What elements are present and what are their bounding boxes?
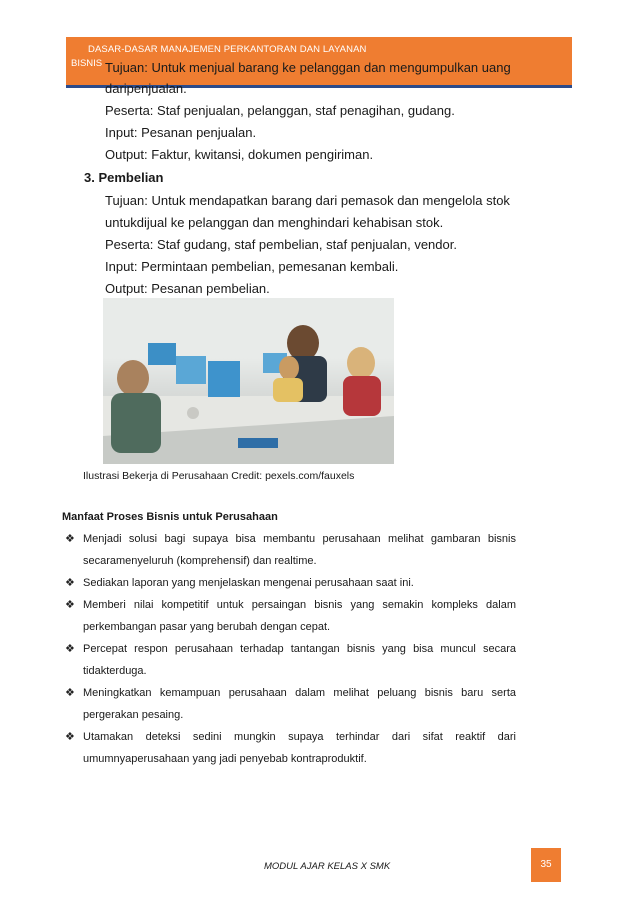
bullet-line: perkembangan pasar yang berubah dengan cepat. — [83, 621, 331, 633]
body-line: Output: Faktur, kwitansi, dokumen pengiriman. — [105, 147, 374, 162]
bullet-line: secaramenyeluruh (komprehensif) dan realtime. — [83, 555, 317, 567]
body-line: Tujuan: Untuk mendapatkan barang dari pemasok dan mengelola stok — [105, 193, 510, 208]
bullet-line: Sediakan laporan yang menjelaskan mengenai perusahaan saat ini. — [83, 577, 414, 589]
body-line: Input: Pesanan penjualan. — [105, 125, 257, 140]
bullet-line: umumnyaperusahaan yang jadi penyebab kontraproduktif. — [83, 753, 367, 765]
photo-caption: Ilustrasi Bekerja di Perusahaan Credit: pexels.com/fauxels — [83, 470, 355, 482]
page-number: 35 — [531, 848, 561, 882]
bullet-line: Percepat respon perusahaan terhadap tantangan bisnis yang bisa muncul secara — [83, 643, 516, 655]
diamond-bullet-icon: ❖ — [65, 577, 75, 589]
footer-text: MODUL AJAR KELAS X SMK — [264, 861, 391, 872]
diamond-bullet-icon: ❖ — [65, 533, 75, 545]
bullet-line: Menjadi solusi bagi supaya bisa membantu perusahaan melihat gambaran bisnis — [83, 533, 516, 545]
body-line: Output: Pesanan pembelian. — [105, 281, 270, 296]
section-title: Manfaat Proses Bisnis untuk Perusahaan — [62, 511, 278, 523]
diamond-bullet-icon: ❖ — [65, 599, 75, 611]
body-line: Input: Permintaan pembelian, pemesanan kembali. — [105, 259, 399, 274]
body-line: Tujuan: Untuk menjual barang ke pelanggan dan mengumpulkan uang — [105, 60, 511, 75]
header-title: DASAR-DASAR MANAJEMEN PERKANTORAN DAN LAYANAN — [88, 44, 367, 55]
body-line: untukdijual ke pelanggan dan menghindari kehabisan stok. — [105, 215, 444, 230]
header-title-cont: BISNIS — [71, 58, 103, 69]
diamond-bullet-icon: ❖ — [65, 643, 75, 655]
body-line: Peserta: Staf gudang, staf pembelian, staf penjualan, vendor. — [105, 237, 457, 252]
bullet-line: pergerakan pesaing. — [83, 709, 184, 721]
bullet-line: Memberi nilai kompetitif untuk persaingan bisnis yang semakin kompleks dalam — [83, 599, 516, 611]
body-line: daripenjualan. — [105, 81, 187, 96]
diamond-bullet-icon: ❖ — [65, 731, 75, 743]
subsection-heading: 3. Pembelian — [84, 170, 164, 185]
bullet-line: Meningkatkan kemampuan perusahaan dalam melihat peluang bisnis baru serta — [83, 687, 516, 699]
body-line: Peserta: Staf penjualan, pelanggan, staf penagihan, gudang. — [105, 103, 455, 118]
office-photo — [103, 298, 394, 464]
bullet-line: Utamakan deteksi sedini mungkin supaya terhindar dari sifat reaktif dari — [83, 731, 516, 743]
bullet-line: tidakterduga. — [83, 665, 147, 677]
diamond-bullet-icon: ❖ — [65, 687, 75, 699]
